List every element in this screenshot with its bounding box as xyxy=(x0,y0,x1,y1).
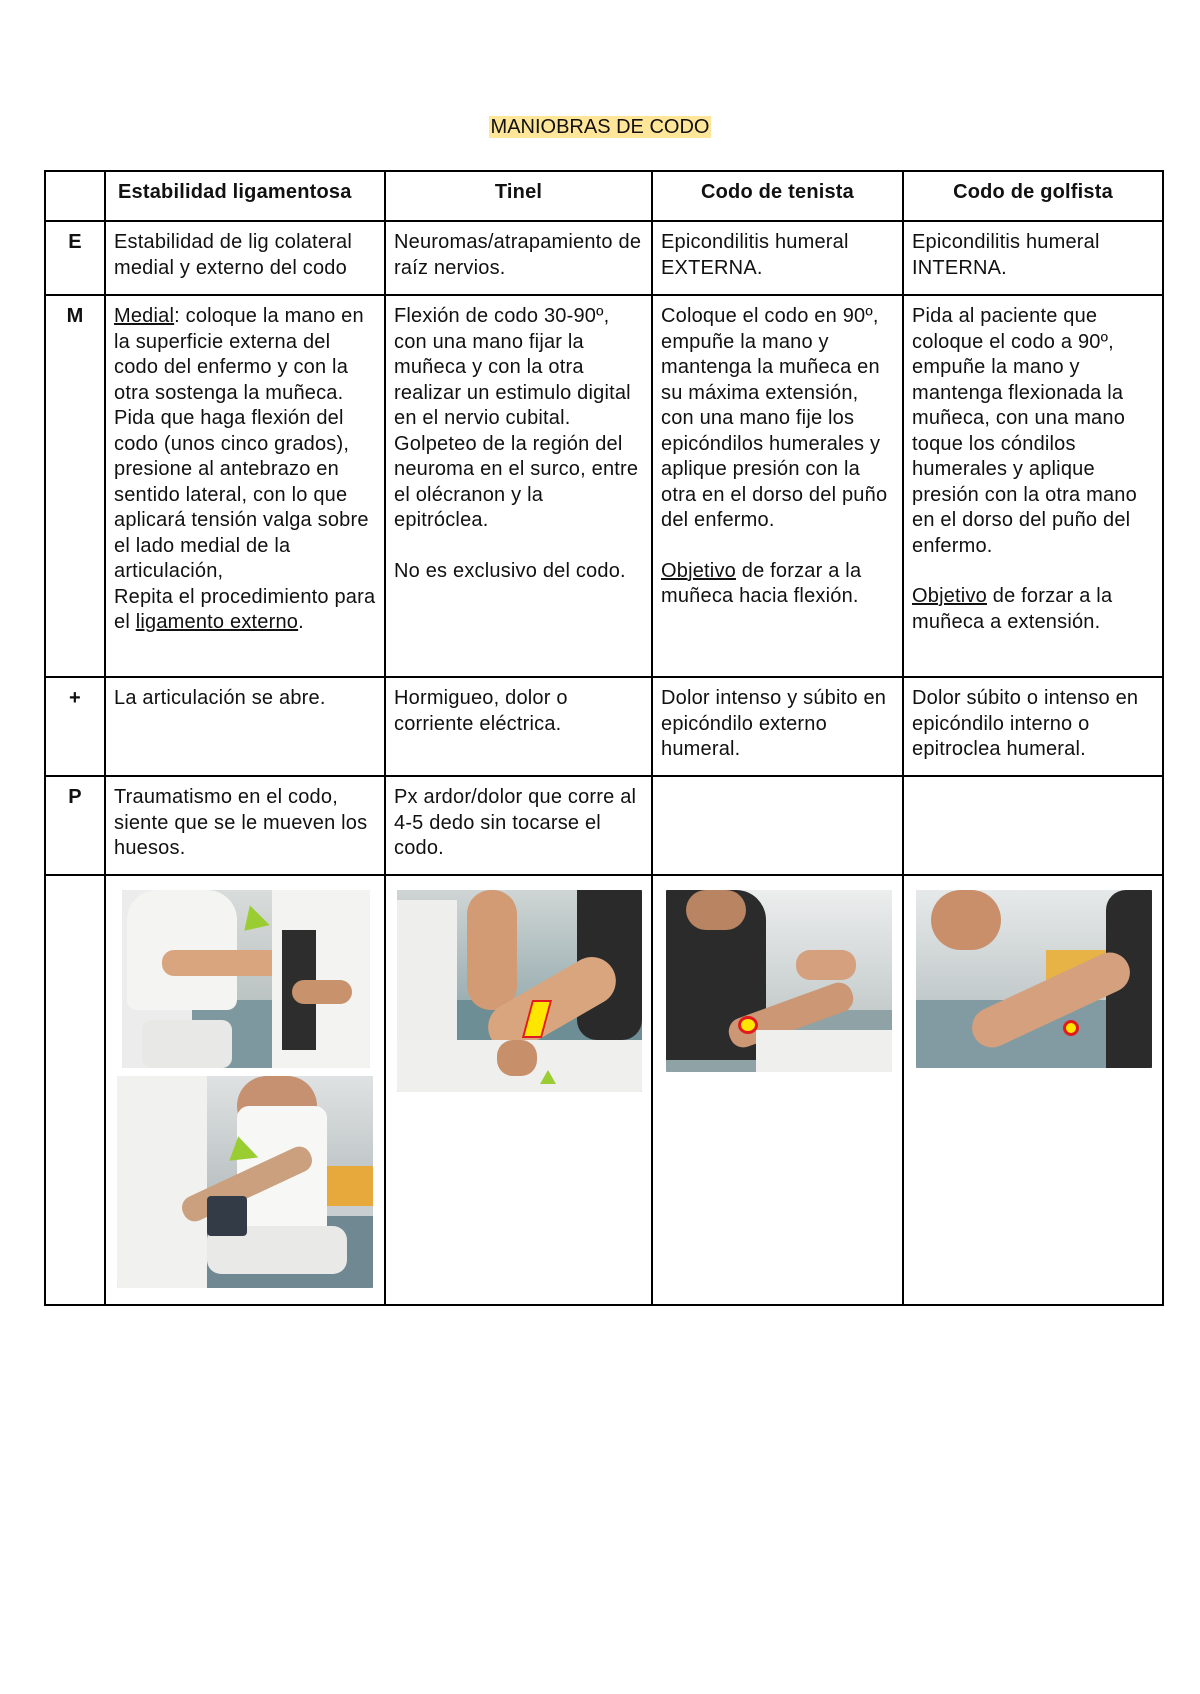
cell-photos-tenista xyxy=(652,875,903,1305)
header-tinel: Tinel xyxy=(385,171,652,221)
row-photos xyxy=(45,875,1163,1305)
golfista-objetivo: Objetivo de forzar a la muñeca a extensión. xyxy=(912,585,1113,633)
row-e xyxy=(45,221,1163,295)
cell-p-estabilidad: Traumatismo en el codo, siente que se le mueven los huesos. xyxy=(105,776,385,875)
cell-plus-tinel: Hormigueo, dolor o corriente eléctrica. xyxy=(385,677,652,776)
row-m xyxy=(45,295,1163,677)
photo-tinel xyxy=(397,890,642,1092)
header-codo-tenista: Codo de tenista xyxy=(652,171,903,221)
repeat-end: . xyxy=(298,611,304,633)
spacer xyxy=(394,534,643,559)
red-marker-icon xyxy=(738,1016,758,1034)
repeat-text: Repita el procedimiento para el xyxy=(114,585,376,633)
photo-tennis xyxy=(666,890,892,1072)
green-arrow-icon xyxy=(540,1070,556,1084)
golfista-paragraph-1: Pida al paciente que coloque el codo a 90º, empuñe la mano y mantenga flexionada la muñeca, con una mano toque los cóndilos humerales y aplique presión con la otra mano en el dorso del puño del enfermo. xyxy=(912,305,1137,557)
underlined-ligamento-externo: ligamento externo xyxy=(135,611,299,633)
spacer xyxy=(661,534,894,559)
cell-plus-estabilidad: La articulación se abre. xyxy=(105,677,385,776)
row-label-plus: + xyxy=(45,677,105,776)
tinel-paragraph-3: No es exclusivo del codo. xyxy=(394,559,626,582)
cell-p-tinel: Px ardor/dolor que corre al 4-5 dedo sin tocarse el codo. xyxy=(385,776,652,875)
cell-m-golfista xyxy=(903,295,1163,677)
row-plus xyxy=(45,677,1163,776)
cell-photos-tinel xyxy=(385,875,652,1305)
medial-text: : coloque la mano en la superficie externa del codo del enfermo y con la otra sostenga la muñeca. Pida que haga flexión del codo (unos cinco grados), presione al antebrazo en sentido lateral, con lo que aplicará tensión valga sobre el lado medial de la articulación, xyxy=(114,305,369,582)
cell-e-tinel: Neuromas/atrapamiento de raíz nervios. xyxy=(385,221,652,295)
maneuvers-table xyxy=(44,170,1164,1306)
cell-m-tinel xyxy=(385,295,652,677)
cell-e-estabilidad: Estabilidad de lig colateral medial y externo del codo xyxy=(105,221,385,295)
photo-stability-top xyxy=(122,890,370,1068)
cell-e-golfista: Epicondilitis humeral INTERNA. xyxy=(903,221,1163,295)
row-label-m: M xyxy=(45,295,105,677)
cell-p-tenista xyxy=(652,776,903,875)
red-marker-icon xyxy=(1063,1020,1079,1036)
cell-m-tenista xyxy=(652,295,903,677)
cell-photos-estabilidad xyxy=(105,875,385,1305)
cell-m-estabilidad xyxy=(105,295,385,677)
cell-photos-golfista xyxy=(903,875,1163,1305)
cell-p-golfista xyxy=(903,776,1163,875)
tinel-paragraph-1: Flexión de codo 30-90º, con una mano fijar la muñeca y con la otra realizar un estimulo digital en el nervio cubital. xyxy=(394,305,631,429)
spacer xyxy=(912,559,1154,584)
tinel-paragraph-2: Golpeteo de la región del neuroma en el surco, entre el olécranon y la epitróclea. xyxy=(394,432,639,531)
header-codo-golfista: Codo de golfista xyxy=(903,171,1163,221)
header-row xyxy=(45,171,1163,221)
underlined-medial: Medial xyxy=(114,305,175,327)
row-label-e: E xyxy=(45,221,105,295)
tenista-paragraph-1: Coloque el codo en 90º, empuñe la mano y mantenga la muñeca en su máxima extensión, con una mano fije los epicóndilos humerales y aplique presión con la otra en el dorso del puño del enfermo. xyxy=(661,305,888,531)
header-empty xyxy=(45,171,105,221)
header-estabilidad: Estabilidad ligamentosa xyxy=(105,171,385,221)
photo-golfer xyxy=(916,890,1152,1068)
row-p xyxy=(45,776,1163,875)
cell-plus-golfista: Dolor súbito o intenso en epicóndilo interno o epitroclea humeral. xyxy=(903,677,1163,776)
photo-stability-bottom xyxy=(117,1076,373,1288)
row-label-p: P xyxy=(45,776,105,875)
row-label-photos xyxy=(45,875,105,1305)
cell-e-tenista: Epicondilitis humeral EXTERNA. xyxy=(652,221,903,295)
document-title: MANIOBRAS DE CODO xyxy=(490,116,710,138)
tenista-objetivo: Objetivo de forzar a la muñeca hacia flexión. xyxy=(661,559,862,607)
cell-plus-tenista: Dolor intenso y súbito en epicóndilo externo humeral. xyxy=(652,677,903,776)
